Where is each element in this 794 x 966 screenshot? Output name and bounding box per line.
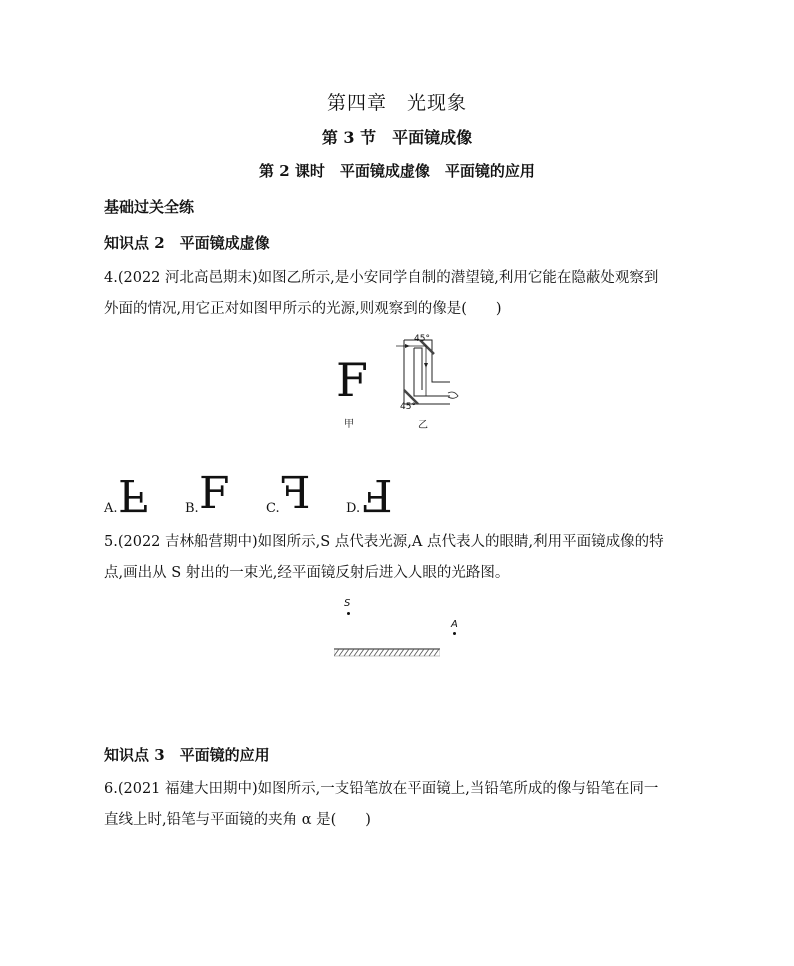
- option-c-label: C.: [266, 501, 280, 516]
- option-c[interactable]: [266, 468, 326, 519]
- light-source-letter: F: [336, 353, 368, 407]
- knowledge-point-3-heading: 知识点 3 平面镜的应用: [104, 746, 270, 764]
- option-b-glyph: F: [199, 468, 230, 519]
- question-6-line-1: 6.(2021 福建大田期中)如图所示,一支铅笔放在平面镜上,当铅笔所成的像与铅笔在同一: [104, 781, 659, 797]
- angle-bottom-label: 45°: [400, 402, 416, 412]
- option-d-glyph: F: [362, 469, 393, 520]
- lesson-title: 第 2 课时 平面镜成虚像 平面镜的应用: [259, 162, 535, 180]
- question-6: [104, 774, 704, 836]
- figure-yi-periscope: [392, 334, 462, 434]
- question-4-line-2: 外面的情况,用它正对如图甲所示的光源,则观察到的像是( ): [104, 301, 502, 317]
- eye-icon: [448, 392, 458, 398]
- question-4-line-1: 4.(2022 河北高邑期末)如图乙所示,是小安同学自制的潜望镜,利用它能在隐蔽处观察到: [104, 270, 659, 286]
- point-s-dot: [347, 612, 350, 615]
- figure-jia-caption: 甲: [344, 419, 354, 430]
- angle-top-label: 45°: [414, 334, 430, 344]
- practice-heading: 基础过关全练: [104, 198, 195, 216]
- chapter-title: 第四章 光现象: [326, 92, 467, 114]
- option-a-glyph: F: [118, 469, 149, 520]
- plane-mirror: [334, 648, 440, 658]
- question-5: [104, 527, 704, 589]
- section-title: 第 3 节 平面镜成像: [321, 128, 473, 147]
- question-5-line-2: 点,画出从 S 射出的一束光,经平面镜反射后进入人眼的光路图。: [104, 565, 510, 581]
- option-a-label: A.: [104, 501, 118, 516]
- option-b-label: B.: [185, 501, 199, 516]
- figure-jia: [336, 355, 376, 435]
- point-s-label: S: [344, 598, 351, 609]
- option-a[interactable]: [104, 469, 164, 520]
- question-5-line-1: 5.(2022 吉林船营期中)如图所示,S 点代表光源,A 点代表人的眼睛,利用平面镜成像的特: [104, 534, 664, 550]
- knowledge-point-2-heading: 知识点 2 平面镜成虚像: [104, 234, 270, 252]
- figure-yi-caption: 乙: [418, 420, 428, 431]
- point-a-label: A: [451, 619, 458, 630]
- option-d[interactable]: [346, 469, 406, 520]
- question-6-line-2: 直线上时,铅笔与平面镜的夹角 α 是( ): [104, 812, 371, 828]
- option-c-glyph: F: [280, 468, 311, 519]
- point-a-dot: [453, 632, 456, 635]
- figure-q5-mirror: [332, 598, 458, 660]
- option-d-label: D.: [346, 501, 361, 516]
- option-b[interactable]: [185, 468, 245, 519]
- question-4: [104, 263, 704, 325]
